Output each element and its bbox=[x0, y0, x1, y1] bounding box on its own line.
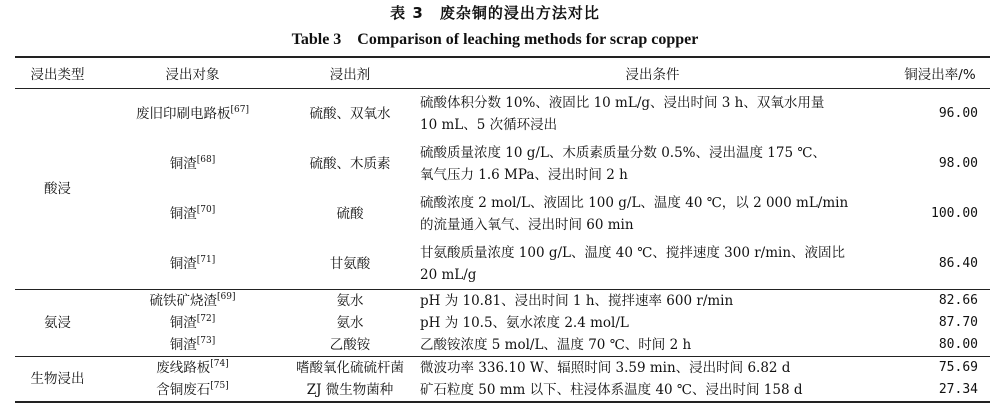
condition-cell: 硫酸体积分数 10%、液固比 10 mL/g、浸出时间 3 h、双氧水用量 10 mL、5 次循环浸出 bbox=[420, 95, 825, 133]
leaching-comparison-table bbox=[15, 56, 990, 403]
condition-cell: 硫酸浓度 2 mol/L、液固比 100 g/L、温度 40 ℃，以 2 000 mL/min 的流量通入氧气、浸出时间 60 min bbox=[420, 195, 849, 233]
condition-cell: pH 为 10.81、浸出时间 1 h、搅拌速率 600 r/min bbox=[420, 293, 734, 309]
condition-cell: 硫酸质量浓度 10 g/L、木质素质量分数 0.5%、浸出温度 175 ℃、 氧气压力 1.6 MPa、浸出时间 2 h bbox=[420, 145, 826, 183]
rate-cell: 27.34 bbox=[890, 379, 990, 402]
rate-cell: 96.00 bbox=[938, 106, 978, 121]
object-cell: 铜渣[72] bbox=[169, 314, 216, 331]
rate-cell: 82.66 bbox=[938, 293, 978, 308]
condition-cell: 微波功率 336.10 W、辐照时间 3.59 min、浸出时间 6.82 d bbox=[420, 360, 791, 376]
rate-cell: 100.00 bbox=[931, 206, 978, 221]
reference-marker: [75] bbox=[210, 381, 229, 391]
agent-cell: ZJ 微生物菌种 bbox=[285, 379, 415, 402]
leach-type-cell: 氨浸 bbox=[15, 290, 100, 357]
condition-cell: 矿石粒度 50 mm 以下、柱浸体系温度 40 ℃、浸出时间 158 d bbox=[415, 379, 890, 402]
object-cell: 铜渣[70] bbox=[169, 205, 216, 222]
table-row bbox=[15, 357, 990, 380]
reference-marker: [68] bbox=[196, 155, 216, 165]
rate-cell: 87.70 bbox=[938, 315, 978, 330]
rate-cell: 80.00 bbox=[890, 334, 990, 357]
object-cell: 铜渣[73] bbox=[100, 334, 285, 357]
table-row bbox=[15, 334, 990, 357]
object-cell: 废旧印刷电路板[67] bbox=[136, 105, 249, 122]
reference-marker: [67] bbox=[230, 105, 249, 115]
agent-cell: 氨水 bbox=[336, 315, 364, 331]
table-row bbox=[15, 379, 990, 402]
table-row bbox=[15, 312, 990, 334]
table-row bbox=[15, 189, 990, 239]
object-cell: 铜渣[71] bbox=[100, 239, 285, 290]
rate-cell: 86.40 bbox=[890, 239, 990, 290]
leach-type-cell: 酸浸 bbox=[15, 89, 100, 290]
reference-marker: [71] bbox=[196, 255, 216, 265]
table-row bbox=[15, 239, 990, 290]
table-row bbox=[15, 139, 990, 189]
agent-cell: 氨水 bbox=[336, 293, 364, 309]
reference-marker: [70] bbox=[196, 205, 216, 215]
reference-marker: [73] bbox=[196, 336, 216, 346]
header-leach-object: 浸出对象 bbox=[100, 57, 285, 89]
agent-cell: 嗜酸氧化硫硫杆菌 bbox=[296, 360, 404, 376]
table-caption-chinese: 表 3 废杂铜的浸出方法对比 bbox=[390, 4, 600, 22]
object-cell: 铜渣[68] bbox=[169, 155, 216, 172]
rate-cell: 75.69 bbox=[938, 360, 978, 375]
condition-cell: 乙酸铵浓度 5 mol/L、温度 70 ℃、时间 2 h bbox=[415, 334, 890, 357]
agent-cell: 乙酸铵 bbox=[285, 334, 415, 357]
agent-cell: 硫酸、双氧水 bbox=[309, 106, 391, 122]
agent-cell: 甘氨酸 bbox=[285, 239, 415, 290]
header-copper-rate: 铜浸出率/% bbox=[890, 57, 990, 89]
table-caption-english: Table 3 Comparison of leaching methods for scrap copper bbox=[291, 31, 699, 48]
condition-cell: 甘氨酸质量浓度 100 g/L、温度 40 ℃、搅拌速度 300 r/min、液固比 20 mL/g bbox=[415, 239, 890, 290]
reference-marker: [69] bbox=[217, 292, 236, 302]
header-leaching-agent: 浸出剂 bbox=[285, 57, 415, 89]
agent-cell: 硫酸 bbox=[336, 206, 364, 222]
rate-cell: 98.00 bbox=[938, 156, 978, 171]
condition-cell: pH 为 10.5、氨水浓度 2.4 mol/L bbox=[420, 315, 629, 331]
header-leach-conditions: 浸出条件 bbox=[415, 57, 890, 89]
object-cell: 硫铁矿烧渣[69] bbox=[149, 292, 236, 309]
agent-cell: 硫酸、木质素 bbox=[309, 156, 391, 172]
header-row bbox=[15, 57, 990, 89]
table-row bbox=[15, 89, 990, 140]
leach-type-cell: 生物浸出 bbox=[15, 357, 100, 403]
reference-marker: [74] bbox=[210, 359, 229, 369]
header-leach-type: 浸出类型 bbox=[15, 57, 100, 89]
object-cell: 含铜废石[75] bbox=[100, 379, 285, 402]
reference-marker: [72] bbox=[196, 314, 216, 324]
table-row bbox=[15, 290, 990, 313]
object-cell: 废线路板[74] bbox=[156, 359, 229, 376]
